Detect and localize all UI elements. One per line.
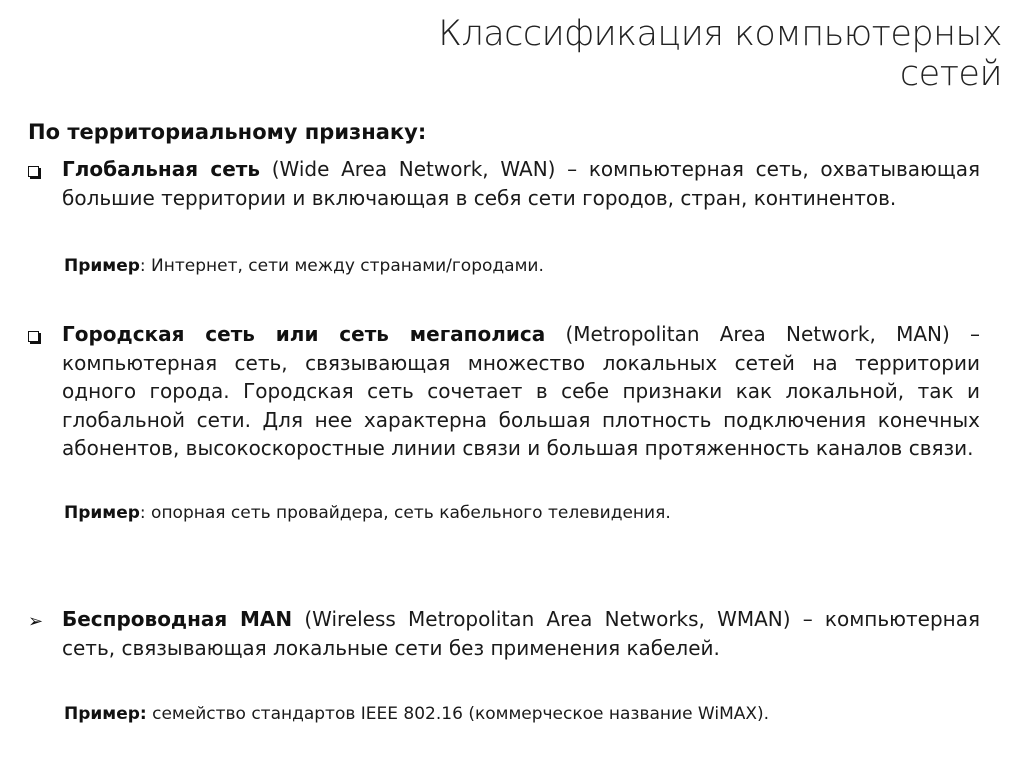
example-label: Пример: [64, 503, 140, 523]
bullet-text: [62, 605, 980, 662]
checkbox-icon: [28, 166, 39, 177]
bullet-marker: [28, 608, 52, 636]
bullet-term: Беспроводная MAN: [62, 607, 293, 631]
example-line-wman: [64, 702, 769, 726]
section-heading: По территориальному признаку:: [28, 120, 427, 144]
example-line-wan: [64, 254, 544, 278]
example-label: Пример: [64, 256, 140, 276]
bullet-item-man: [28, 320, 980, 463]
arrow-icon: ➢: [28, 611, 44, 632]
slide-title-line-1: Классификация компьютерных: [438, 14, 1002, 54]
bullet-description: (Wide Area Network, WAN) – компьютерная сеть, охватывающая большие территории и включающая в себя сети городов, стран, континентов.: [62, 157, 980, 210]
bullet-description: (Wireless Metropolitan Area Networks, WMAN) – компьютерная сеть, связывающая локальные сети без применения кабелей.: [62, 607, 981, 660]
checkbox-icon: [28, 331, 39, 342]
bullet-marker: [28, 158, 52, 186]
bullet-item-wman: [28, 605, 980, 662]
bullet-text: [62, 320, 980, 463]
bullet-item-wan: [28, 155, 980, 212]
bullet-text: [62, 155, 980, 212]
slide-title: [302, 14, 1002, 94]
bullet-description: (Metropolitan Area Network, MAN) – компьютерная сеть, связывающая множество локальных сетей на территории одного города. Городская сеть сочетает в себе признаки как локальной, так и глобальной сети. Для нее характерна большая плотность подключения конечных абонентов, высокоскоростные линии связи и большая протяженность каналов связи.: [62, 322, 981, 460]
example-text: семейство стандартов IEEE 802.16 (коммерческое название WiMAX).: [146, 704, 770, 724]
bullet-term: Глобальная сеть: [62, 157, 260, 181]
bullet-marker: [28, 323, 52, 351]
slide-title-line-2: сетей: [899, 54, 1002, 94]
bullet-term: Городская сеть или сеть мегаполиса: [62, 322, 546, 346]
example-text: : Интернет, сети между странами/городами.: [139, 256, 544, 276]
example-line-man: [64, 501, 671, 525]
example-label: Пример:: [64, 704, 147, 724]
example-text: : опорная сеть провайдера, сеть кабельного телевидения.: [139, 503, 671, 523]
